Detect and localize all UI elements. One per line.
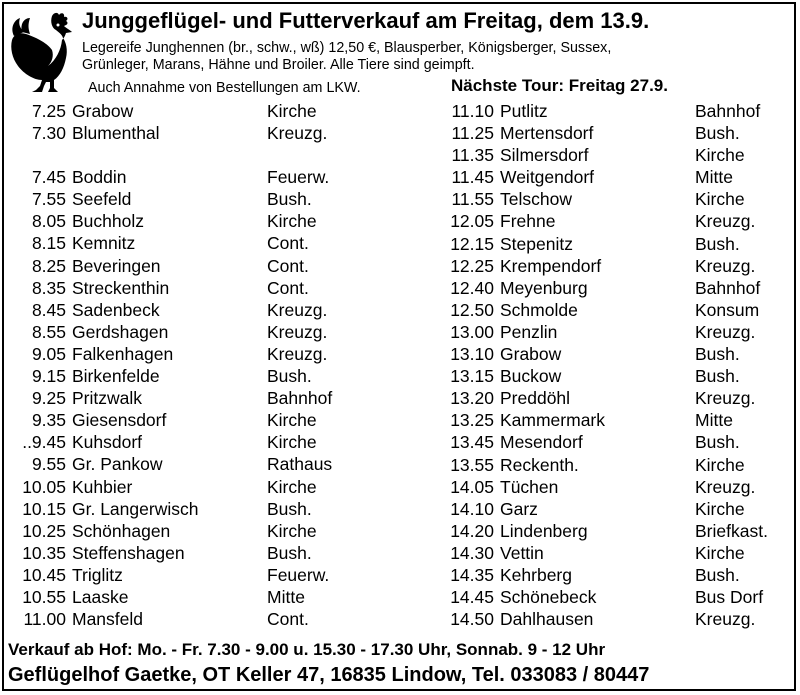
schedule-left-column [10, 100, 333, 630]
stop-place: Kemnitz [72, 233, 136, 254]
stop-time: 11.35 [451, 145, 494, 166]
stop-place: Putlitz [500, 101, 548, 121]
stop-place: Stepenitz [500, 233, 573, 254]
stop-location: Cont. [267, 255, 309, 276]
stop-time: 13.10 [450, 344, 494, 365]
orders-note: Auch Annahme von Bestellungen am LKW. [88, 80, 361, 96]
stop-location: Bush. [267, 542, 312, 563]
stop-place: Triglitz [72, 564, 123, 585]
stop-location: Bush. [267, 366, 312, 387]
stop-location: Kreuzg. [695, 609, 756, 630]
stop-location: Bush. [695, 233, 740, 254]
schedule-row [442, 144, 745, 166]
ad-title: Junggeflügel- und Futterverkauf am Freitag, dem 13.9. [82, 8, 650, 33]
stop-time: 14.05 [450, 476, 494, 497]
stop-time: 12.50 [450, 299, 494, 320]
schedule-row [10, 498, 312, 520]
stop-location: Konsum [695, 299, 760, 320]
stop-time: 7.45 [31, 167, 66, 188]
stop-time: 13.55 [450, 454, 494, 475]
stop-time: 7.55 [31, 189, 66, 210]
schedule-row [10, 542, 312, 564]
stop-place: Silmersdorf [500, 145, 589, 166]
schedule-row [10, 586, 305, 608]
stop-place: Schönebeck [500, 587, 597, 608]
stop-location: Cont. [267, 609, 309, 630]
stop-time: 11.25 [451, 123, 494, 144]
description-line: Grünleger, Marans, Hähne und Broiler. Alle Tiere sind geimpft. [82, 57, 475, 73]
stop-location: Kreuzg. [695, 211, 756, 232]
stop-place: Mesendorf [500, 432, 583, 453]
stop-location: Rathaus [267, 454, 333, 475]
schedule-row [10, 387, 333, 409]
schedule-row [442, 431, 740, 453]
schedule-row [442, 210, 756, 232]
schedule-row [442, 498, 745, 520]
stop-place: Gr. Pankow [72, 454, 163, 475]
stop-place: Garz [500, 498, 538, 519]
stop-time: 13.20 [450, 388, 494, 409]
stop-location: Kreuzg. [267, 343, 328, 364]
schedule-row [442, 387, 756, 409]
stop-place: Steffenshagen [72, 542, 185, 563]
stop-time: 8.25 [31, 255, 66, 276]
stop-time: 13.00 [450, 321, 494, 342]
stop-time: 10.45 [22, 564, 66, 585]
stop-place: Kehrberg [500, 564, 572, 585]
schedule-row [442, 608, 756, 630]
schedule-row [10, 122, 328, 144]
stop-time: 12.40 [450, 277, 494, 298]
stop-time: ..9.45 [22, 432, 66, 453]
schedule-row [10, 409, 317, 431]
schedule-row [442, 277, 761, 299]
stop-time: 9.35 [31, 410, 66, 431]
schedule-row [442, 586, 764, 608]
stop-place: Giesensdorf [72, 410, 167, 431]
stop-location: Bahnhof [695, 277, 761, 298]
stop-time: 9.05 [31, 343, 66, 364]
stop-place: Seefeld [72, 189, 132, 210]
stop-time: 12.05 [450, 211, 494, 232]
stop-place: Meyenburg [500, 277, 588, 298]
stop-time: 12.15 [450, 233, 494, 254]
stop-location: Bush. [695, 366, 740, 387]
stop-location: Kreuzg. [695, 388, 756, 409]
stop-location: Kreuzg. [267, 123, 328, 144]
stop-place: Vettin [500, 542, 544, 563]
stop-time: 13.45 [450, 432, 494, 453]
stop-location: Kirche [695, 454, 745, 475]
stop-location: Briefkast. [695, 520, 768, 541]
stop-time: 14.30 [450, 542, 494, 563]
stop-location: Mitte [267, 586, 305, 607]
schedule-row [10, 277, 309, 299]
schedule-row [442, 166, 733, 188]
stop-place: Blumenthal [72, 123, 160, 144]
schedule-row [442, 564, 740, 586]
stop-place: Reckenth. [500, 454, 579, 475]
stop-location: Kirche [695, 542, 745, 563]
stop-location: Kirche [267, 101, 317, 121]
schedule-row [10, 100, 317, 122]
schedule-row [442, 542, 745, 564]
stop-location: Kirche [267, 476, 317, 497]
stop-time: 8.15 [31, 233, 66, 254]
schedule-row [10, 299, 328, 321]
schedule-row [10, 321, 328, 343]
stop-location: Kirche [695, 498, 745, 519]
schedule-row [10, 166, 330, 188]
stop-place: Kuhsdorf [72, 432, 143, 453]
stop-location: Kirche [267, 211, 317, 232]
stop-time: 13.15 [450, 366, 494, 387]
stop-location: Bus Dorf [695, 587, 764, 608]
description-line: Legereife Junghennen (br., schw., wß) 12,50 €, Blausperber, Königsberger, Sussex, [82, 40, 612, 56]
stop-time: 7.30 [31, 123, 66, 144]
stop-time: 9.15 [31, 366, 66, 387]
stop-time: 9.55 [31, 454, 66, 475]
stop-location: Kreuzg. [695, 321, 756, 342]
schedule-row [10, 476, 317, 498]
stop-time: 8.35 [31, 277, 66, 298]
advertisement [2, 2, 796, 691]
schedule-row [442, 409, 733, 431]
stop-place: Telschow [500, 189, 572, 210]
stop-time: 9.25 [31, 388, 66, 409]
stop-place: Buckow [500, 366, 562, 387]
stop-time: 14.35 [450, 564, 494, 585]
stop-place: Gerdshagen [72, 321, 169, 342]
stop-time: 13.25 [450, 410, 494, 431]
stop-place: Falkenhagen [72, 343, 174, 364]
stop-time: 11.55 [451, 189, 494, 210]
stop-location: Feuerw. [267, 167, 330, 188]
stop-time: 12.25 [450, 255, 494, 276]
stop-time: 8.55 [31, 321, 66, 342]
stop-place: Schönhagen [72, 520, 171, 541]
stop-time: 14.10 [450, 498, 494, 519]
stop-time: 10.25 [22, 520, 66, 541]
schedule-row [442, 100, 761, 122]
stop-place: Preddöhl [500, 388, 571, 409]
schedule-row [10, 188, 312, 210]
stop-location: Kirche [695, 145, 745, 166]
schedule-row [442, 122, 740, 144]
stop-place: Gr. Langerwisch [72, 498, 199, 519]
schedule-row [442, 188, 745, 210]
stop-time: 14.50 [450, 609, 494, 630]
schedule-row [10, 520, 317, 542]
schedule-row [442, 255, 756, 277]
stop-time: 11.45 [451, 167, 494, 188]
stop-place: Streckenthin [72, 277, 170, 298]
stop-place: Weitgendorf [500, 167, 595, 188]
stop-place: Mertensdorf [500, 123, 594, 144]
schedule-row [442, 299, 760, 321]
stop-location: Kreuzg. [267, 299, 328, 320]
schedule-row [442, 321, 756, 343]
stop-time: 14.45 [450, 587, 494, 608]
stop-time: 10.05 [22, 476, 66, 497]
schedule-row [442, 233, 740, 255]
schedule-row [10, 608, 309, 630]
schedule-row [442, 476, 756, 498]
rooster-icon [8, 10, 74, 100]
stop-location: Kirche [267, 410, 317, 431]
stop-place: Schmolde [500, 299, 578, 320]
stop-location: Bush. [695, 123, 740, 144]
schedule-row [10, 255, 309, 277]
stop-place: Birkenfelde [72, 366, 160, 387]
stop-place: Lindenberg [500, 520, 588, 541]
stop-location: Feuerw. [267, 564, 330, 585]
stop-place: Grabow [72, 101, 134, 121]
stop-place: Krempendorf [500, 255, 602, 276]
stop-place: Dahlhausen [500, 609, 594, 630]
stop-place: Mansfeld [72, 609, 144, 630]
stop-place: Laaske [72, 586, 129, 607]
stop-location: Cont. [267, 277, 309, 298]
schedule-row [10, 232, 309, 254]
next-tour: Nächste Tour: Freitag 27.9. [451, 76, 668, 95]
stop-time: 10.55 [22, 586, 66, 607]
schedule-row [442, 454, 745, 476]
stop-place: Buchholz [72, 211, 144, 232]
stop-time: 10.35 [22, 542, 66, 563]
schedule-row [10, 365, 312, 387]
stop-location: Cont. [267, 233, 309, 254]
stop-location: Bush. [267, 189, 312, 210]
stop-time: 11.00 [23, 609, 66, 630]
stop-location: Bush. [695, 432, 740, 453]
stop-place: Pritzwalk [72, 388, 143, 409]
stop-location: Kirche [695, 189, 745, 210]
stop-place: Kammermark [500, 410, 606, 431]
stop-place: Beveringen [72, 255, 161, 276]
stop-location: Kirche [267, 520, 317, 541]
stop-location: Bahnhof [695, 101, 761, 121]
stop-time: 10.15 [22, 498, 66, 519]
farm-contact: Geflügelhof Gaetke, OT Keller 47, 16835 Lindow, Tel. 033083 / 80447 [8, 664, 650, 686]
stop-place: Frehne [500, 211, 556, 232]
sale-hours: Verkauf ab Hof: Mo. - Fr. 7.30 - 9.00 u. 15.30 - 17.30 Uhr, Sonnab. 9 - 12 Uhr [8, 640, 606, 659]
stop-location: Bush. [695, 344, 740, 365]
stop-location: Kirche [267, 432, 317, 453]
stop-time: 11.10 [451, 101, 494, 121]
schedule-row [10, 431, 317, 453]
schedule-row [442, 365, 740, 387]
stop-place: Penzlin [500, 321, 558, 342]
stop-location: Bush. [695, 564, 740, 585]
stop-time: 8.45 [31, 299, 66, 320]
product-description [82, 40, 794, 74]
stop-time: 8.05 [31, 211, 66, 232]
schedule-right-column [442, 100, 768, 630]
stop-location: Bahnhof [267, 388, 333, 409]
stop-location: Mitte [695, 167, 733, 188]
stop-time: 14.20 [450, 520, 494, 541]
schedule-row [442, 520, 768, 542]
stop-place: Sadenbeck [72, 299, 160, 320]
stop-location: Kreuzg. [267, 321, 328, 342]
stop-time: 7.25 [31, 101, 66, 121]
stop-location: Mitte [695, 410, 733, 431]
stop-place: Kuhbier [72, 476, 133, 497]
stop-location: Kreuzg. [695, 476, 756, 497]
schedule-row [10, 343, 328, 365]
stop-place: Boddin [72, 167, 127, 188]
stop-place: Tüchen [500, 476, 559, 497]
stop-location: Kreuzg. [695, 255, 756, 276]
schedule-row [10, 564, 330, 586]
stop-place: Grabow [500, 344, 562, 365]
schedule-row [10, 210, 317, 232]
schedule-row [10, 453, 333, 475]
schedule-row [442, 343, 740, 365]
stop-location: Bush. [267, 498, 312, 519]
